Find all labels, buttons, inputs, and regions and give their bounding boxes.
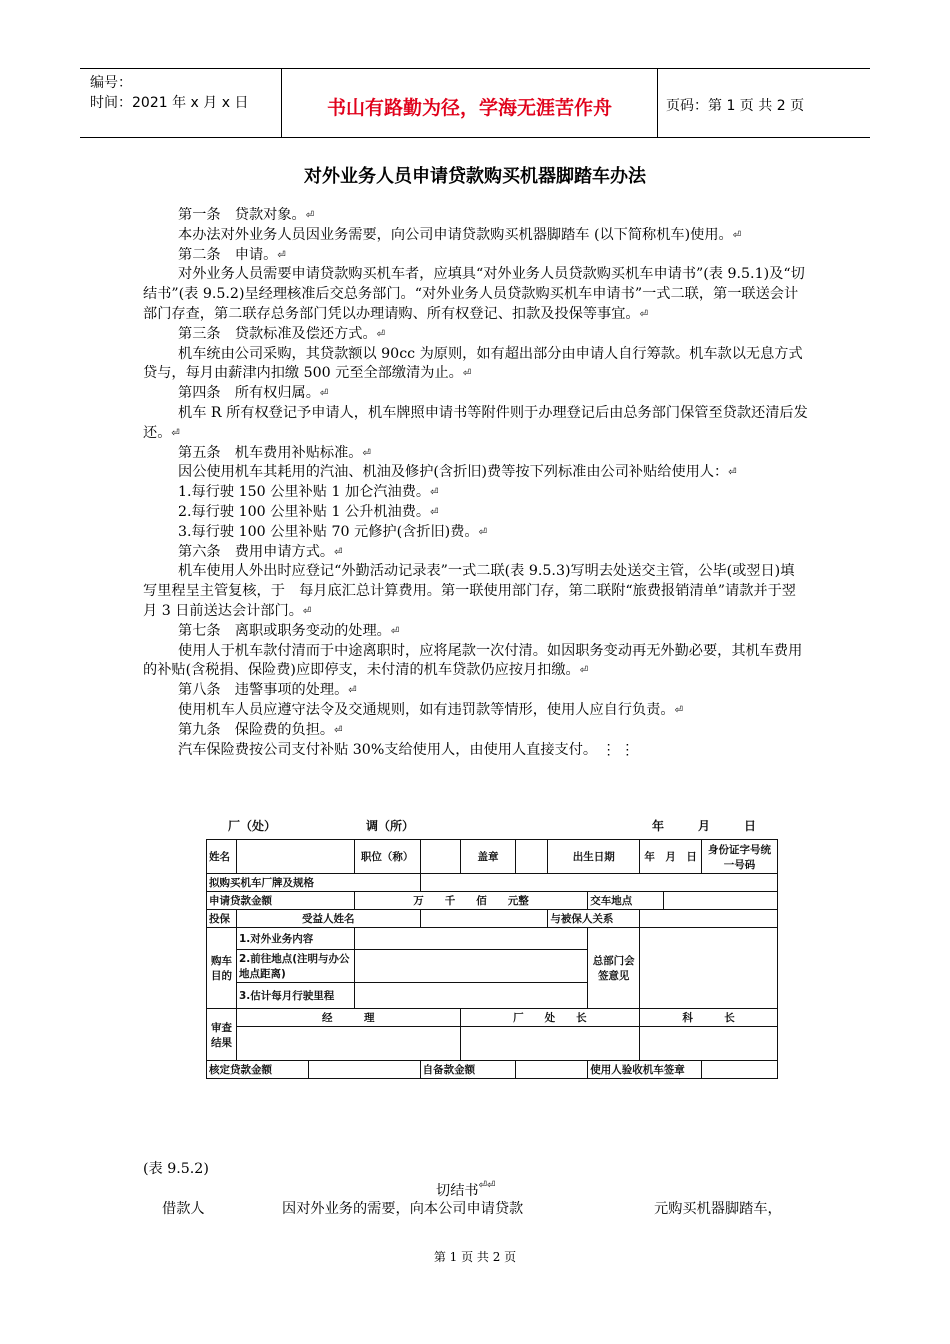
form-section-chief-label: 科 长 — [640, 1009, 778, 1027]
form-relation-label: 与被保人关系 — [548, 910, 640, 928]
application-form-table — [206, 839, 778, 1079]
article-text: 汽车保险费按公司支付补贴 30%支给使用人，由使用人直接支付。 ⋮ ⋮ — [178, 741, 635, 758]
form-review-label: 审查结果 — [207, 1009, 237, 1061]
article-heading: 第七条 离职或职务变动的处理。⏎ — [178, 622, 400, 639]
article-heading: 第一条 贷款对象。⏎ — [178, 207, 315, 223]
article-heading: 第九条 保险费的负担。⏎ — [178, 721, 343, 738]
form-birth-label: 出生日期 — [548, 840, 640, 874]
form-purpose-3: 3.估计每月行驶里程 — [236, 983, 354, 1009]
form-name-label: 姓名 — [207, 840, 237, 874]
form-self-amount-label: 自备款金额 — [420, 1061, 516, 1079]
pledge-heading: 切结书⏎⏎ — [436, 1180, 496, 1199]
header-page-label: 页码：第 1 页 共 2 页 — [666, 98, 805, 114]
form-manager-label: 经 理 — [236, 1009, 460, 1027]
document-title: 对外业务人员申请贷款购买机器脚踏车办法 — [304, 166, 646, 187]
code-label: 编号： — [90, 75, 132, 91]
form-delivery-label: 交车地点 — [588, 892, 664, 910]
form-purpose-1: 1.对外业务内容 — [236, 928, 354, 950]
article-text: 对外业务人员需要申请贷款购买机车者，应填具“对外业务人员贷款购买机车申请书”(表 9.5.1)及“切结书”(表 9.5.2)呈经理核准后交总务部门。“对外业务人员贷款购买机车申请书”一式二联，第一联送会计部门存查，第二联存总务部门凭以办理请购、所有权登记、扣款及投保等事宜。⏎ — [143, 266, 805, 322]
article-text: 机车统由公司采购，其贷款额以 90cc 为原则，如有超出部分由申请人自行筹款。机车款以无息方式贷与，每月由薪津内扣缴 500 元至全部缴清为止。⏎ — [143, 345, 803, 382]
form-brand-label: 拟购买机车厂牌及规格 — [207, 874, 421, 892]
form-month-label: 月 — [698, 819, 711, 833]
form-day-label: 日 — [744, 819, 757, 833]
form-beneficiary-label: 受益人姓名 — [236, 910, 420, 928]
form-amount-units: 万 千 佰 元整 — [354, 892, 588, 910]
form-approved-amount-label: 核定贷款金额 — [207, 1061, 309, 1079]
form-signature-label: 使用人验收机车签章 — [588, 1061, 702, 1079]
article-text: 本办法对外业务人员因业务需要，向公司申请贷款购买机器脚踏车 (以下简称机车)使用。⏎ — [178, 226, 742, 243]
form-director-label: 厂 处 长 — [460, 1009, 640, 1027]
article-text: 使用机车人员应遵守法令及交通规则，如有违罚款等情形，使用人应自行负责。⏎ — [178, 701, 683, 718]
form-year-label: 年 — [652, 819, 665, 833]
article-heading: 第八条 违警事项的处理。⏎ — [178, 682, 357, 699]
article-text: 机车使用人外出时应登记“外勤活动记录表”一式二联(表 9.5.3)写明去处送交主管，公毕(或翌日)填写里程呈主管复核，于 每月底汇总计算费用。第一联使用部门存，第二联附“旅费报销清单”请款并于翌月 3 日前送达会计部门。⏎ — [143, 563, 796, 619]
time-label: 时间：2021 年 x 月 x 日 — [90, 95, 249, 111]
form-purpose-2: 2.前往地点(注明与办公地点距离) — [236, 950, 354, 983]
form-loan-amount-label: 申请贷款金额 — [207, 892, 355, 910]
form-dept-label: 调（所） — [366, 819, 415, 833]
pledge-text-amount: 元购买机器脚踏车， — [654, 1201, 782, 1217]
form-purpose-label: 购车目的 — [207, 928, 237, 1009]
page-header — [80, 68, 870, 138]
article-heading: 第三条 贷款标准及偿还方式。⏎ — [178, 325, 386, 342]
page-footer: 第 1 页 共 2 页 — [433, 1250, 517, 1264]
list-item: 3.每行驶 100 公里补贴 70 元修护(含折旧)费。⏎ — [178, 523, 487, 540]
document-body — [143, 206, 808, 760]
form-birth-ymd: 年 月 日 — [640, 840, 702, 874]
article-heading: 第六条 费用申请方式。⏎ — [178, 543, 343, 560]
table-reference: (表 9.5.2) — [143, 1161, 209, 1177]
pledge-borrower: 借款人 — [162, 1201, 205, 1217]
header-divider — [657, 69, 658, 137]
header-motto: 书山有路勤为径，学海无涯苦作舟 — [326, 97, 612, 119]
form-position-label: 职位（称） — [354, 840, 420, 874]
form-factory-label: 厂（处） — [228, 819, 277, 833]
application-form-image — [206, 817, 780, 1085]
article-heading: 第四条 所有权归属。⏎ — [178, 385, 329, 402]
header-meta — [90, 73, 248, 113]
article-text: 因公使用机车其耗用的汽油、机油及修护(含折旧)费等按下列标准由公司补贴给使用人：⏎ — [178, 464, 737, 481]
article-heading: 第五条 机车费用补贴标准。⏎ — [178, 444, 371, 461]
list-item: 1.每行驶 150 公里补贴 1 加仑汽油费。⏎ — [178, 484, 439, 501]
form-seal-label: 盖章 — [460, 840, 516, 874]
pledge-text: 因对外业务的需要，向本公司申请贷款 — [282, 1201, 524, 1217]
article-heading: 第二条 申请。⏎ — [178, 246, 286, 263]
article-text: 使用人于机车款付清而于中途离职时，应将尾款一次付清。如因职务变动再无外勤必要，其机车费用的补贴(含税捐、保险费)应即停支，未付清的机车贷款仍应按月扣缴。⏎ — [143, 642, 803, 679]
form-general-affairs-label: 总部门会签意见 — [588, 928, 640, 1009]
form-id-label: 身份证字号统一号码 — [702, 840, 778, 874]
article-text: 机车 R 所有权登记予申请人，机车牌照申请书等附件则于办理登记后由总务部门保管至贷款还清后发还。⏎ — [143, 404, 808, 441]
form-insure-label: 投保 — [207, 910, 237, 928]
list-item: 2.每行驶 100 公里补贴 1 公升机油费。⏎ — [178, 503, 439, 520]
